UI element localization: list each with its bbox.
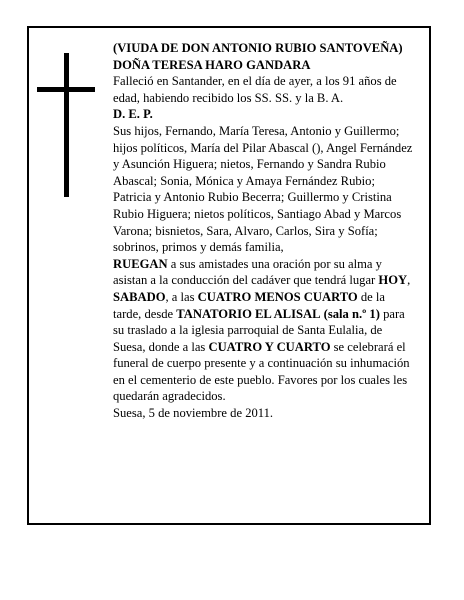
sabado-word: SABADO [113, 289, 166, 304]
hoy-word: HOY [378, 273, 408, 288]
rip-line: D. E. P. [113, 107, 153, 122]
funeral-time: CUATRO Y CUARTO [208, 339, 331, 354]
request-part-1: a sus amistades una oración por su alma y asistan a la conducción del cadáver que tendrá lugar [113, 256, 382, 288]
cross-icon-vertical-bar [64, 53, 69, 197]
tanatorio-name: TANATORIO EL ALISAL [176, 306, 321, 321]
request-part-2: , a las [165, 289, 198, 304]
request-part-3: de la tarde, desde [113, 289, 385, 321]
death-statement: Falleció en Santander, en el día de ayer, a los 91 años de edad, habiendo recibido los SS. SS. y la B. A. [113, 74, 397, 105]
funeral-home-time: CUATRO MENOS CUARTO [197, 289, 358, 304]
deceased-name: DOÑA TERESA HARO GANDARA [113, 57, 311, 72]
obituary-text [113, 40, 415, 422]
widow-title: (VIUDA DE DON ANTONIO RUBIO SANTOVEÑA) [113, 41, 403, 55]
request-part-5: se celebrará el funeral de cuerpo presente y a continuación su inhumación en el cementerio de este pueblo. Favores por los cuales les quedarán agradecidos. [113, 339, 410, 404]
funeral-request [113, 256, 415, 405]
ruegan-word: RUEGAN [113, 256, 168, 271]
sala-number: (sala n.º 1) [323, 306, 380, 321]
request-part-4: para su traslado a la iglesia parroquial de Santa Eulalia, de Suesa, donde a las [113, 306, 405, 354]
request-comma: , [407, 273, 411, 288]
family-list: Sus hijos, Fernando, María Teresa, Antonio y Guillermo; hijos políticos, María del Pilar Abascal (), Angel Fernández y Asunción Higuera; nietos, Fernando y Sandra Rubio Abascal; Sonia, Mónica y Amaya Fernández Rubio; Patricia y Antonio Rubio Becerra; Guillermo y Cristina Rubio Higuera; nietos políticos, Santiago Abad y Marcos Varona; bisnietos, Sara, Alvaro, Carlos, Sira y Sofía; sobrinos, primos y demás familia, [113, 123, 413, 255]
cross-icon-horizontal-bar [37, 87, 95, 92]
place-and-date: Suesa, 5 de noviembre de 2011. [113, 406, 274, 421]
